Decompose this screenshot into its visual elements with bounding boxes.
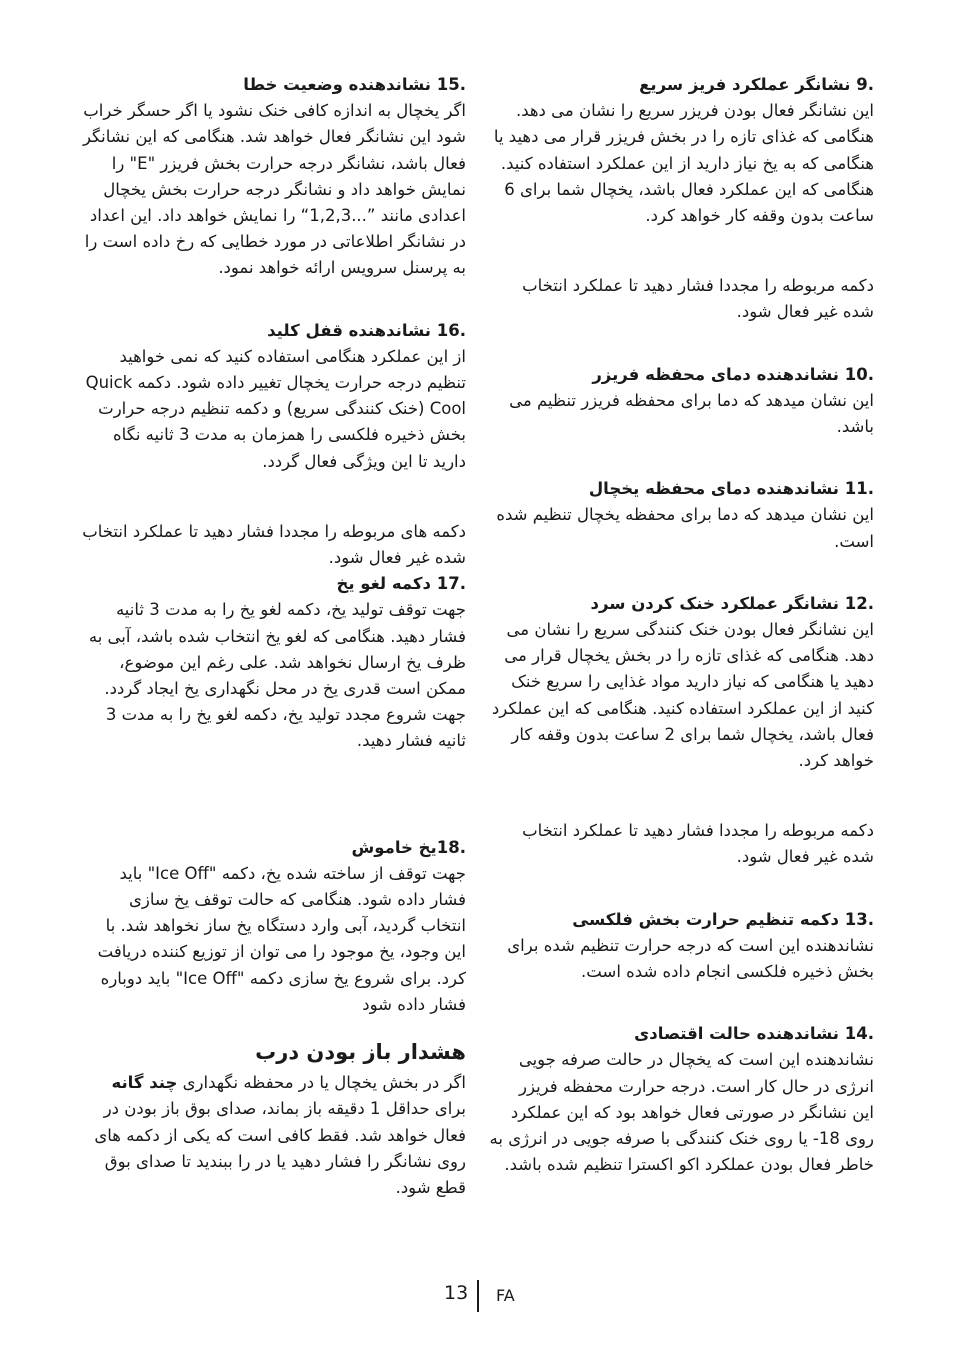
section-11-body: این نشان میدهد که دما برای محفظه یخچال تنظیم شده است. [496,505,874,551]
door-alarm-body-bold: چند گانه [111,1073,178,1093]
section-18-body: جهت توقف از ساخته شده یخ، دکمه "Ice Off" باید فشار داده شود. هنگامی که حالت توقف یخ سازی انتخاب گردید، آبی وارد دستگاه یخ ساز نخواهد شد. با این وجود، یخ موجود را می توان از توزیع کننده دریافت کرد. برای شروع یخ سازی دکمه "Ice Off" باید دوباره فشار داده شود [97,863,466,1014]
section-10-title: .10 نشاندهنده دمای محفظه فریزر [592,364,874,384]
section-14-title: .14 نشاندهنده حالت اقتصادی [634,1024,874,1044]
section-9-body: این نشانگر فعال بودن فریزر سریع را نشان می دهد. هنگامی که غذای تازه را در بخش فریزر قرار می دهید یا هنگامی که به یخ نیاز دارید از این عملکرد استفاده کنید. هنگامی که این عملکرد فعال باشد، یخچال شما برای 6 ساعت بدون وقفه کار خواهد کرد. [493,101,874,226]
door-alarm-body-b: برای حداقل 1 دقیقه باز بماند، صدای بوق باز بودن در فعال خواهد شد. فقط کافی است که یکی از دکمه های روی نشانگر را فشار دهید یا در را ببندید تا صدای بوق قطع شود. [94,1099,466,1197]
section-18-title: .18یخ خاموش [351,837,466,857]
section-16-title: .16 نشاندهنده قفل کلید [267,320,466,340]
section-9-note: دکمه مربوطه را مجددا فشار دهید تا عملکرد انتخاب شده غیر فعال شود. [522,276,874,322]
section-16-note: دکمه های مربوطه را مجددا فشار دهید تا عملکرد انتخاب شده غیر فعال شود. [82,521,466,568]
section-14-body-1: نشاندهنده این است که یخچال در حالت صرفه جویی انرژی در حال کار است. درجه حرارت محفظه فریزر [518,1050,874,1096]
door-alarm-body-a: اگر در بخش یخچال یا در محفظه نگهداری [182,1073,466,1093]
section-12-title: .12 نشانگر عملکرد خنک کردن سرد [590,593,874,613]
section-17-title: .17 دکمه لغو یخ [336,574,466,594]
section-13-title: .13 دکمه تنظیم حرارت بخش فلکسی [572,909,874,929]
section-16-body: از این عملکرد هنگامی استفاده کنید که نمی خواهید تنظیم درجه حرارت یخچال تغییر داده شود. دکمه Quick Cool (خنک کنندگی سریع) و دکمه تنظیم درجه حرارت بخش ذخیره فلکسی را همزمان به مدت 3 ثانیه نگاه دارید تا این ویژگی فعال گردد. [85,346,466,471]
right-column [488,72,874,1179]
left-column [80,72,466,1201]
footer-divider [477,1280,479,1312]
door-alarm-title: هشدار باز بودن درب [255,1040,466,1065]
section-12-body: این نشانگر فعال بودن خنک کنندگی سریع را نشان می دهد. هنگامی که غذای تازه را در بخش یخچال قرار می دهید یا هنگامی که نیاز دارید مواد غذایی را سریع خنک کنید از این عملکرد استفاده کنید. هنگامی که این عملکرد فعال باشد، یخچال شما برای 2 ساعت بدون وقفه کار خواهد کرد. [491,620,874,771]
section-10-body: این نشان میدهد که دما برای محفظه فریزر تنظیم می باشد. [509,390,874,437]
section-9-title: .9 نشانگر عملکرد فریز سریع [639,75,874,94]
section-14-body-2: این نشانگر در صورتی فعال خواهد بود که این عملکرد روی 18- یا روی خنک کنندگی با صرفه جویی در انرژی به خاطر فعال بودن عملکرد اکو اکسترا تنظیم شده باشد. [489,1102,874,1175]
section-11-title: .11 نشاندهنده دمای محفظه یخچال [588,479,874,499]
door-alarm-body [80,1070,466,1201]
section-15-title: .15 نشاندهنده وضعیت خطا [243,75,466,94]
section-17-body: جهت توقف تولید یخ، دکمه لغو یخ را به مدت 3 ثانیه فشار دهید. هنگامی که لغو یخ انتخاب شده باشد، آبی به ظرف یخ ارسال نخواهد شد. علی رغم این موضوع، ممکن است قدری یخ در محل نگهداری یخ ایجاد گردد. جهت شروع مجدد تولید یخ، دکمه لغو یخ را به مدت 3 ثانیه فشار دهید. [88,600,466,751]
language-code: FA [496,1286,515,1305]
section-15-body: اگر یخچال به اندازه کافی خنک نشود یا اگر حسگر خراب شود این نشانگر فعال خواهد شد. هنگامی که این نشانگر فعال باشد، نشانگر درجه حرارت بخش فریزر "E" را نمایش خواهد داد و نشانگر درجه حرارت بخش یخچال اعدادی مانند ”...1,2,3“ را نمایش خواهد داد. این اعداد در نشانگر اطلاعاتی در مورد خطایی که رخ داده است را به پرسنل سرویس ارائه خواهد نمود. [82,101,466,278]
page-footer [0,1280,954,1316]
section-13-body: نشاندهنده این است که درجه حرارت تنظیم شده برای بخش ذخیره فلکسی انجام داده شده است. [507,935,874,982]
section-12-note: دکمه مربوطه را مجددا فشار دهید تا عملکرد انتخاب شده غیر فعال شود. [522,821,874,867]
page-number: 13 [444,1282,469,1304]
